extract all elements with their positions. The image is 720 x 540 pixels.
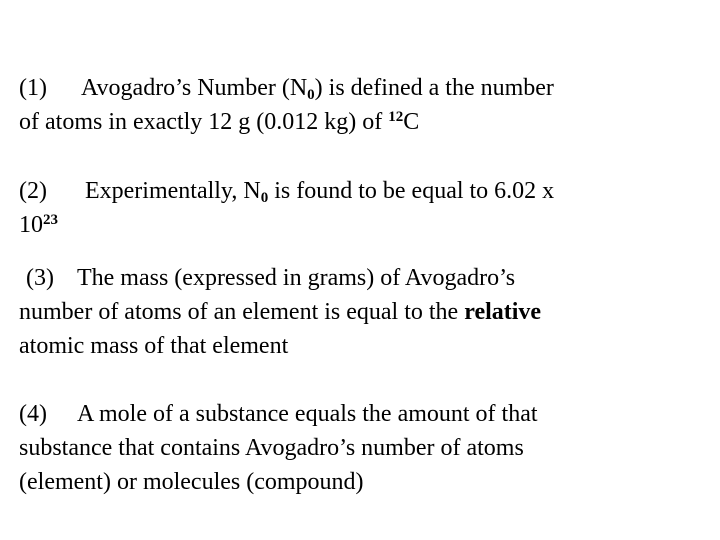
item-text: Experimentally, N bbox=[84, 178, 261, 204]
definition-item-4 bbox=[19, 397, 699, 499]
item-number: (4) bbox=[19, 401, 47, 427]
subscript: 0 bbox=[260, 190, 269, 206]
item-text: C bbox=[403, 109, 420, 135]
item-text: number of atoms of an element is equal to the bbox=[19, 299, 465, 325]
subscript: 0 bbox=[307, 87, 315, 103]
item-text: atomic mass of that element bbox=[19, 333, 289, 359]
superscript: 12 bbox=[388, 109, 404, 125]
item-text: substance that contains Avogadro’s number of atoms bbox=[19, 435, 524, 461]
item-text: Avogadro’s Number (N bbox=[80, 75, 308, 101]
item-text: is found to be equal to 6.02 x bbox=[268, 178, 555, 204]
item-number: (2) bbox=[19, 178, 47, 204]
item-text: of atoms in exactly 12 g (0.012 kg) of bbox=[19, 109, 389, 135]
item-text: ) is defined a the number bbox=[314, 75, 554, 101]
definition-item-2 bbox=[19, 174, 699, 242]
item-number: (3) bbox=[26, 265, 54, 291]
item-text: 10 bbox=[19, 212, 43, 238]
item-text: The mass (expressed in grams) of Avogadro’s bbox=[76, 265, 516, 291]
bold-term: relative bbox=[464, 299, 542, 325]
item-text: (element) or molecules (compound) bbox=[19, 469, 364, 495]
definition-item-3 bbox=[19, 261, 699, 363]
superscript: 23 bbox=[43, 212, 58, 228]
item-number: (1) bbox=[19, 75, 47, 101]
definition-item-1 bbox=[19, 71, 699, 139]
item-text: A mole of a substance equals the amount of that bbox=[76, 401, 538, 427]
